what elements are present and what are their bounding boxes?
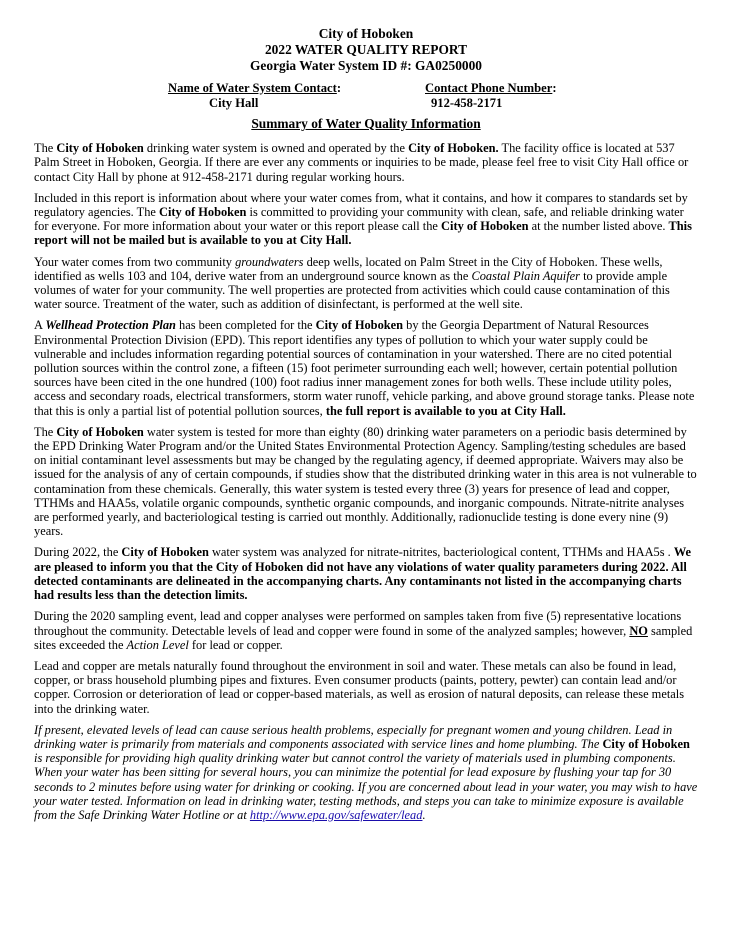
header-city: City of Hoboken [318, 26, 414, 41]
paragraph-water-source: Your water comes from two community groundwaters deep wells, located on Palm Street in the City of Hoboken. These wells, identified as wells 103 and 104, derive water from an underground source known as the Coastal Plain Aquifer to provide ample volumes of water for your community. The well properties are protected from activities which could cause contamination of this water source. Treatment of the water, such as addition of disinfectant, is performed at the well site. [34, 254, 670, 312]
contact-name-value: City Hall [209, 96, 259, 110]
paragraph-lead-copper-info: Lead and copper are metals naturally found throughout the environment in soil and water. These metals can also be found in lead, copper, or brass household plumbing pipes and fixtures. Even consumer products (paints, pottery, pewter) can contain lead and/or copper. Corrosion or deterioration of lead or copper-based materials, as well as erosion of natural deposits, can release these metals into the drinking water. [34, 658, 685, 716]
contact-name-label: Name of Water System Contact [168, 81, 337, 95]
paragraph-ownership: The City of Hoboken drinking water system is owned and operated by the City of Hoboken. The facility office is located at 537 Palm Street in Hoboken, Georgia. If there are ever any comments or inquiries to be made, please feel free to visit City Hall office or contact City Hall by phone at 912-458-2171 during regular working hours. [34, 141, 689, 184]
system-id: Georgia Water System ID #: GA0250000 [250, 58, 482, 73]
paragraph-testing: The City of Hoboken water system is tested for more than eighty (80) drinking water parameters on a periodic basis determined by the EPD Drinking Water Program and/or the United States Environmental Protection Agency. Sampling/testing schedules are based on initial contaminant level assessments but may be changed by the regulating agency, if deemed appropriate. Waivers may also be issued for the analysis of any of certain compounds, if studies show that the distributed drinking water in this area is not vulnerable to contamination from these chemicals. Generally, this water system is tested every three (3) years for presence of lead and copper, TTHMs and HAA5s, volatile organic compounds, synthetic organic compounds, and inorganic compounds. Nitrate-nitrite analyses are performed yearly, and bacteriological testing is carried out monthly. Additionally, radionuclide testing is done every nine (9) years. [34, 424, 697, 539]
contact-phone-block: Contact Phone Number: 912-458-2171 [425, 81, 557, 110]
epa-lead-link[interactable]: http://www.epa.gov/safewater/lead [249, 807, 423, 822]
summary-heading: Summary of Water Quality Information [251, 116, 481, 131]
document-page [34, 26, 698, 829]
paragraph-lead-copper-sampling: During the 2020 sampling event, lead and copper analyses were performed on samples taken from five (5) representative locations throughout the community. Detectable levels of lead and copper were found in some of the analyzed samples; however, NO sampled sites exceeded the Action Level for lead or copper. [34, 609, 693, 652]
paragraph-report-info: Included in this report is information about where your water comes from, what it contains, and how it compares to standards set by regulatory agencies. The City of Hoboken is committed to providing your community with clean, safe, and reliable drinking water for everyone. For more information about your water or this report please call the City of Hoboken at the number listed above. This report will not be mailed but is available to you at City Hall. [34, 190, 692, 248]
contact-name-block: Name of Water System Contact: City Hall [168, 81, 342, 110]
paragraph-wellhead-plan: A Wellhead Protection Plan has been completed for the City of Hoboken by the Georgia Department of Natural Resources Environmental Protection Division (EPD). This report identifies any types of pollution to which your water supply could be vulnerable and includes information regarding potential sources of contamination in your watershed. There are no cited potential pollution sources within the control zone, a fifteen (15) foot perimeter surrounding each well; however, certain potential pollution sources have been cited in the one hundred (100) foot radius inner management zones for both wells. These include utility poles, access and secondary roads, electrical transformers, storm water runoff, vehicle parking, and above ground storage tanks. Please note that this is only a partial list of potential pollution sources, the full report is available to you at City Hall. [34, 318, 695, 418]
report-title: 2022 WATER QUALITY REPORT [264, 42, 468, 57]
paragraph-2022-results: During 2022, the City of Hoboken water system was analyzed for nitrate-nitrites, bacteriological content, TTHMs and HAA5s . We are pleased to inform you that the City of Hoboken did not have any violations of water quality parameters during 2022. All detected contaminants are delineated in the accompanying charts. Any contaminants not listed in the accompanying charts had results less than the detection limits. [34, 545, 692, 603]
paragraph-lead-health: If present, elevated levels of lead can cause serious health problems, especially for pregnant women and young children. Lead in drinking water is primarily from materials and components associated with service lines and home plumbing. The City of Hoboken is responsible for providing high quality drinking water but cannot control the variety of materials used in plumbing components. When your water has been sitting for several hours, you can minimize the potential for lead exposure by flushing your tap for 30 seconds to 2 minutes before using water for drinking or cooking. If you are concerned about lead in your water, you may wish to have your water tested. Information on lead in drinking water, testing methods, and steps you can take to minimize exposure is available from the Safe Drinking Water Hotline or at http://www.epa.gov/safewater/lead. [34, 722, 698, 822]
contact-phone-value: 912-458-2171 [431, 96, 503, 110]
contact-section [34, 81, 698, 115]
contact-phone-label: Contact Phone Number [425, 81, 553, 95]
